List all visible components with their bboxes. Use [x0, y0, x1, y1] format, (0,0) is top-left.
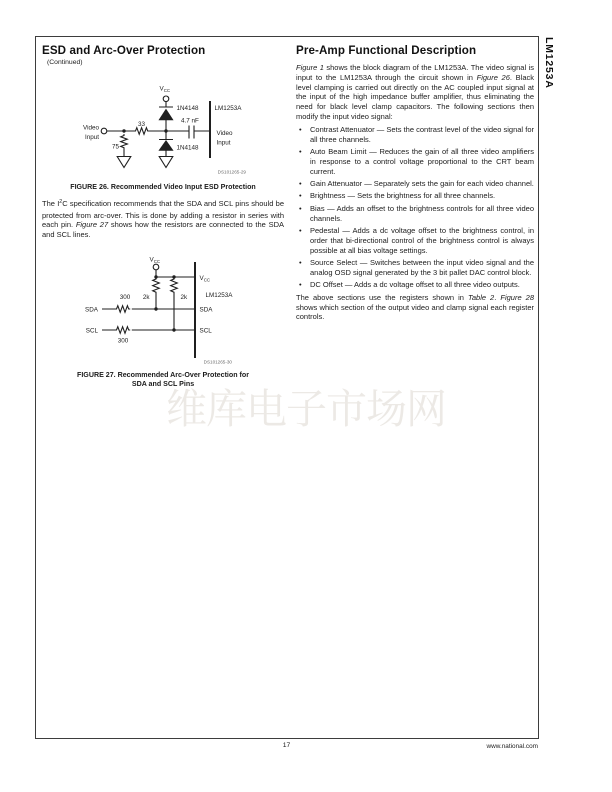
figure-26-caption: FIGURE 26. Recommended Video Input ESD Protection — [70, 183, 256, 191]
pin-scl-label: SCL — [199, 327, 212, 335]
junction-dot — [122, 129, 125, 132]
junction-dot — [154, 307, 157, 310]
resistor-33-label: 33 — [137, 121, 146, 128]
continued-note: (Continued) — [47, 59, 83, 66]
page-number: 17 — [282, 742, 291, 749]
chip-label: LM1253A — [214, 105, 242, 113]
pin-vcc-label: $V_{CC}$ — [199, 274, 211, 283]
resistor-2k-left-label: 2k — [142, 293, 150, 301]
vcc-terminal — [153, 264, 159, 270]
list-item-dc-offset: • DC Offset — Adds a dc voltage offset to all three video outputs. — [296, 280, 534, 290]
ground-symbol — [159, 157, 173, 168]
right-column — [296, 44, 534, 322]
diode-bottom-label: 1N4148 — [176, 144, 199, 152]
resistor-300-sda — [115, 306, 130, 313]
resistor-75-label: 75 — [111, 143, 119, 151]
list-item-bias: • Bias — Adds an offset to the brightness controls for all three video channels. — [296, 204, 534, 224]
list-item-pedestal: • Pedestal — Adds a dc voltage offset to the brightness control, in order that bi-directional control of the brightness control is always possible at all bias voltage settings. — [296, 226, 534, 255]
resistor-2k-right-label: 2k — [180, 293, 188, 301]
list-item-source-select: • Source Select — Switches between the input video signal and the analog OSD signal generated by the 3 bit pallet DAC control block. — [296, 258, 534, 278]
junction-dot — [164, 129, 167, 132]
diode-top-label: 1N4148 — [176, 105, 199, 113]
figure-26-schematic — [44, 80, 282, 178]
website-link[interactable]: www.national.com — [486, 742, 538, 750]
esd-diode-bottom — [159, 141, 173, 151]
left-column — [42, 44, 284, 389]
junction-dot — [172, 275, 175, 278]
vcc-terminal — [163, 96, 169, 102]
vcc-label: $V_{CC}$ — [159, 85, 171, 94]
chip-label: LM1253A — [205, 291, 233, 299]
esd-paragraph: The $I^2C$ specification recommends that the SDA and SCL pins should be protected from arc-over. This is done by adding a resistor in series with each pin. Figure 27 shows how the resistors are connected to the SDA and SCL lines. — [42, 198, 285, 240]
resistor-300-scl — [115, 327, 130, 334]
resistor-75 — [121, 134, 128, 157]
resistor-2k-right — [171, 277, 178, 302]
drawing-number: DS101265-29 — [217, 169, 246, 175]
list-item-auto-beam-limit: • Auto Beam Limit — Reduces the gain of all three video amplifiers in response to a control voltage proportional to the CRT beam current. — [296, 147, 534, 176]
resistor-2k-left — [153, 277, 160, 302]
watermark: 维库电子市场网 — [166, 385, 446, 433]
list-item-contrast: • Contrast Attenuator — Sets the contrast level of the video signal for all three channels. — [296, 125, 534, 145]
registers-note-paragraph: The above sections use the registers shown in Table 2. Figure 28 shows which section of the output video and clamp signal each register controls. — [296, 292, 534, 322]
left-section-heading: ESD and Arc-Over Protection — [42, 44, 206, 57]
right-section-heading: Pre-Amp Functional Description — [296, 44, 477, 57]
preamp-feature-list — [296, 125, 534, 290]
pin-label: Video — [216, 130, 233, 137]
pin-label: Input — [216, 139, 231, 147]
sda-label: SDA — [85, 306, 98, 314]
resistor-300-sda-label: 300 — [119, 294, 131, 302]
drawing-number: DS101265-30 — [203, 359, 232, 365]
ground-symbol — [117, 157, 131, 168]
list-item-gain-attenuator: • Gain Attenuator — Separately sets the gain for each video channel. — [296, 179, 534, 189]
video-input-terminal — [101, 128, 107, 134]
list-item-brightness: • Brightness — Sets the brightness for all three channels. — [296, 191, 534, 201]
junction-dot — [154, 275, 157, 278]
vcc-label: $V_{CC}$ — [149, 256, 161, 265]
resistor-300-scl-label: 300 — [117, 337, 129, 345]
video-input-label: Video — [83, 124, 99, 132]
figure-27-caption: FIGURE 27. Recommended Arc-Over Protection for SDA and SCL Pins — [77, 370, 249, 388]
capacitor-label: 4.7 nF — [181, 117, 199, 125]
part-number-vertical-label: LM1253A — [543, 37, 555, 89]
figure-27-wires — [102, 270, 194, 334]
video-input-label: Input — [84, 133, 99, 141]
esd-diode-top — [159, 109, 173, 120]
figure-27-schematic — [44, 254, 282, 366]
preamp-intro-paragraph: Figure 1 shows the block diagram of the LM1253A. The video signal is input to the LM1253A through the circuit shown in Figure 26. Black level clamping is carried out directly on the AC coupled input signal at the input of the high impedance buffer amplifier, thus eliminating the need for black level clamp capacitors. The following sections then modify the input video signal: — [296, 63, 534, 121]
pin-sda-label: SDA — [199, 306, 213, 314]
junction-dot — [172, 328, 175, 331]
scl-label: SCL — [85, 327, 98, 335]
resistor-33 — [134, 128, 149, 135]
